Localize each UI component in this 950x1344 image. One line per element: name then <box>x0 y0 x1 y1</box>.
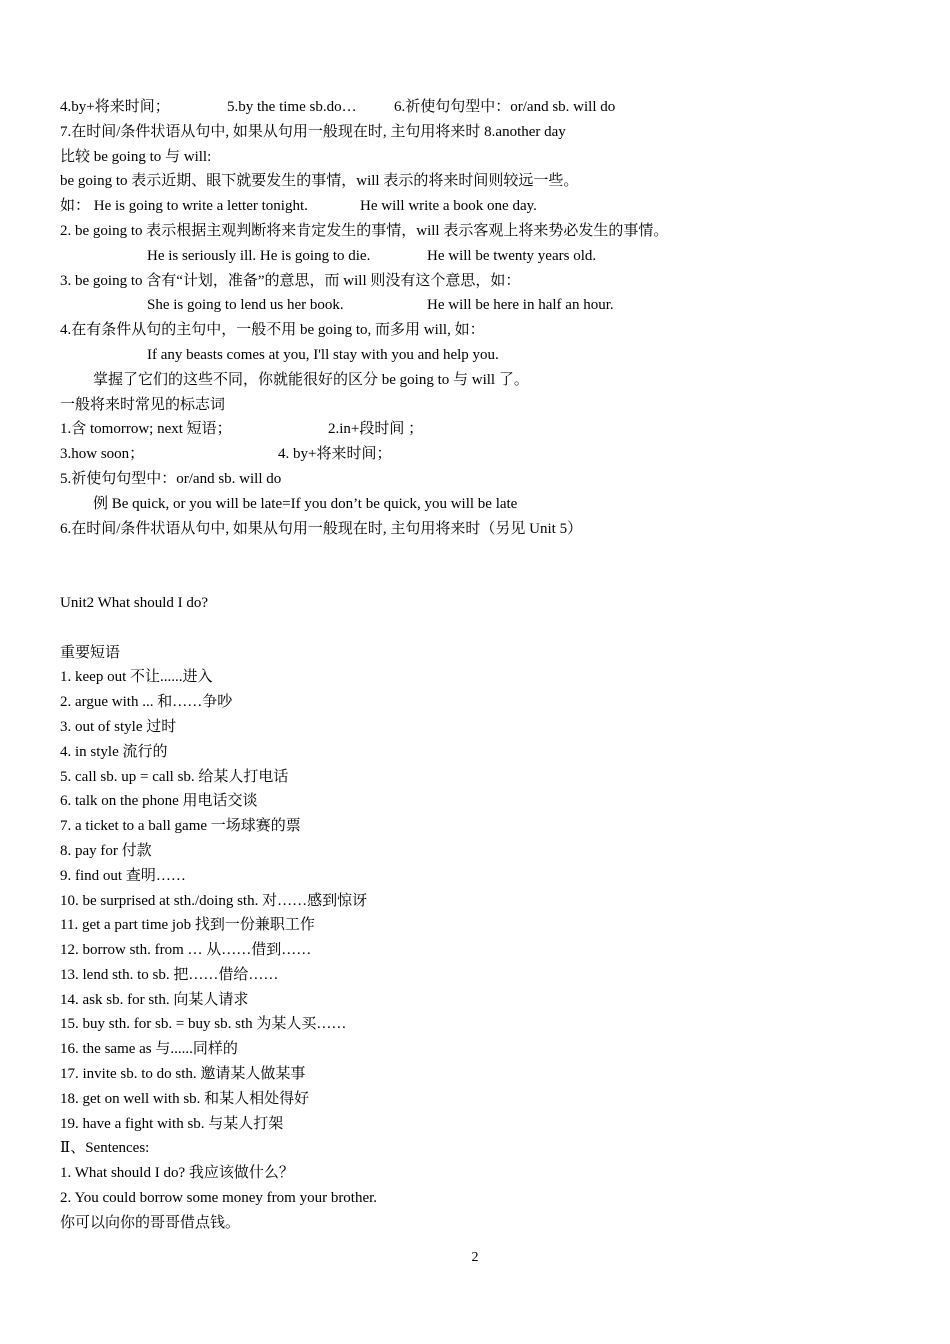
section-heading: Ⅱ、Sentences: <box>60 1140 150 1157</box>
list-item: 7. a ticket to a ball game 一场球赛的票 <box>60 818 301 835</box>
list-item: 15. buy sth. for sb. = buy sb. sth 为某人买…… <box>60 1016 347 1033</box>
text-line <box>60 417 900 442</box>
list-item: 18. get on well with sb. 和某人相处得好 <box>60 1090 310 1107</box>
text-line: 2. be going to 表示根据主观判断将来肯定发生的事情，will 表示客观上将来势必发生的事情。 <box>60 222 669 239</box>
spacer <box>60 566 900 591</box>
list-item: 19. have a fight with sb. 与某人打架 <box>60 1115 284 1132</box>
text-segment: 4.by+将来时间； <box>60 99 170 115</box>
spacer <box>60 616 900 641</box>
page-number: 2 <box>471 1250 479 1265</box>
list-item: 6. talk on the phone 用电话交谈 <box>60 793 258 810</box>
text-line: 3. be going to 含有“计划，准备”的意思，而 will 则没有这个意思，如： <box>60 272 521 289</box>
text-segment: 5.by the time sb.do… <box>227 99 357 115</box>
text-line: 4.在有条件从句的主句中，一般不用 be going to, 而多用 will, 如： <box>60 322 485 339</box>
text-line: 6.在时间/条件状语从句中, 如果从句用一般现在时, 主句用将来时（另见 Unit 5） <box>60 520 583 537</box>
section-heading: 重要短语 <box>60 644 121 661</box>
example-sentence: He is seriously ill. He is going to die. <box>147 247 371 264</box>
list-item: 8. pay for 付款 <box>60 842 152 859</box>
text-segment: 4. by+将来时间； <box>278 446 392 463</box>
phrase-list <box>60 665 900 1136</box>
text-line: 7.在时间/条件状语从句中, 如果从句用一般现在时, 主句用将来时 8.another day <box>60 123 566 140</box>
list-item: 你可以向你的哥哥借点钱。 <box>60 1214 241 1231</box>
text-segment: 1.含 tomorrow; next 短语； <box>60 421 232 438</box>
text-line: 掌握了它们的这些不同，你就能很好的区分 be going to 与 will 了。 <box>93 371 529 388</box>
sentence-list <box>60 1161 900 1235</box>
example-sentence: He will be twenty years old. <box>427 247 597 264</box>
text-line <box>60 244 900 269</box>
list-item: 11. get a part time job 找到一份兼职工作 <box>60 917 315 934</box>
list-item: 2. argue with ... 和……争吵 <box>60 694 233 711</box>
list-item: 12. borrow sth. from … 从……借到…… <box>60 942 312 959</box>
text-line: be going to 表示近期、眼下就要发生的事情，will 表示的将来时间则较远一些。 <box>60 173 579 190</box>
text-line <box>60 194 900 219</box>
list-item: 3. out of style 过时 <box>60 718 177 735</box>
unit-title: Unit2 What should I do? <box>60 594 209 611</box>
list-item: 1. keep out 不让......进入 <box>60 669 213 686</box>
section-heading: 一般将来时常见的标志词 <box>60 396 226 413</box>
text-segment: 2.in+段时间 ； <box>328 421 424 438</box>
text-segment: He will write a book one day. <box>360 198 537 215</box>
text-segment: 3.how soon； <box>60 446 145 463</box>
example-sentence: If any beasts comes at you, I'll stay with you and help you. <box>147 346 499 363</box>
text-line <box>60 293 900 318</box>
example-sentence: He will be here in half an hour. <box>427 297 614 314</box>
text-line: 比较 be going to 与 will: <box>60 148 212 165</box>
example-sentence: She is going to lend us her book. <box>147 297 344 314</box>
list-item: 5. call sb. up = call sb. 给某人打电话 <box>60 768 289 785</box>
list-item: 10. be surprised at sth./doing sth. 对……感到惊讶 <box>60 892 368 909</box>
text-line: 5.祈使句句型中：or/and sb. will do <box>60 470 282 487</box>
list-item: 1. What should I do? 我应该做什么？ <box>60 1165 294 1182</box>
list-item: 4. in style 流行的 <box>60 743 168 760</box>
list-item: 9. find out 查明…… <box>60 867 186 884</box>
example-sentence: 例 Be quick, or you will be late=If you don’t be quick, you will be late <box>93 495 518 512</box>
page-content <box>60 95 900 1236</box>
list-item: 14. ask sb. for sth. 向某人请求 <box>60 991 249 1008</box>
text-line <box>60 95 900 120</box>
text-line <box>60 442 900 467</box>
list-item: 17. invite sb. to do sth. 邀请某人做某事 <box>60 1066 306 1083</box>
spacer <box>60 541 900 566</box>
text-segment: 如： He is going to write a letter tonight. <box>60 198 308 215</box>
list-item: 13. lend sth. to sb. 把……借给…… <box>60 966 279 983</box>
list-item: 2. You could borrow some money from your brother. <box>60 1190 378 1207</box>
text-segment: 6.祈使句句型中：or/and sb. will do <box>394 99 616 115</box>
list-item: 16. the same as 与......同样的 <box>60 1041 238 1058</box>
